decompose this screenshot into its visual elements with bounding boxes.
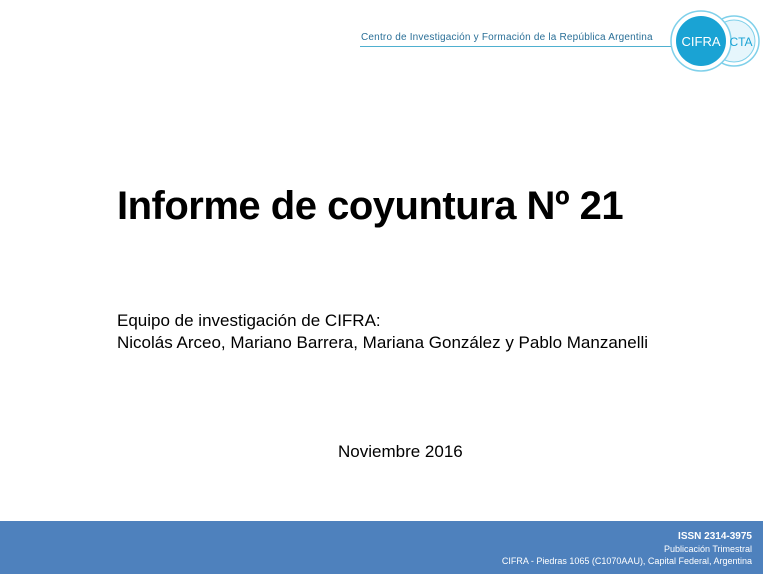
team-block xyxy=(117,310,648,354)
header-org-name: Centro de Investigación y Formación de la República Argentina xyxy=(361,32,653,43)
team-heading: Equipo de investigación de CIFRA: xyxy=(117,311,381,330)
cifra-cta-logo xyxy=(670,8,763,74)
team-members: Nicolás Arceo, Mariano Barrera, Mariana González y Pablo Manzanelli xyxy=(117,333,649,352)
header-divider xyxy=(360,46,678,47)
logo-cifra-text: CIFRA xyxy=(681,34,721,49)
footer-publication: Publicación Trimestral xyxy=(663,544,752,554)
footer-band xyxy=(0,521,763,574)
logo-cta-text: CTA xyxy=(729,35,753,49)
footer-info xyxy=(502,531,752,567)
report-date: Noviembre 2016 xyxy=(338,442,463,461)
footer-issn: ISSN 2314-3975 xyxy=(678,531,752,542)
report-title: Informe de coyuntura Nº 21 xyxy=(117,184,624,228)
footer-address: CIFRA - Piedras 1065 (C1070AAU), Capital Federal, Argentina xyxy=(501,556,752,566)
